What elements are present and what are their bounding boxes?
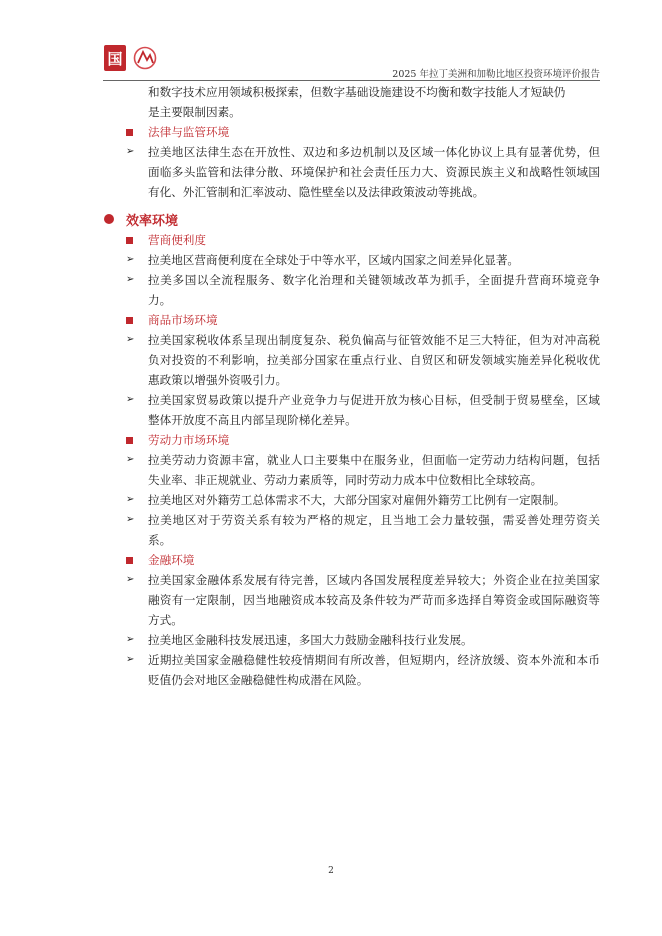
header-logos — [104, 45, 158, 71]
page-number: 2 — [328, 866, 334, 876]
list-item-text: 拉美地区对外籍劳工总体需求不大，大部分国家对雇佣外籍劳工比例有一定限制。 — [148, 493, 566, 507]
list-item — [104, 142, 600, 202]
list-item — [104, 330, 600, 390]
list-item-text: 拉美地区金融科技发展迅速，多国大力鼓励金融科技行业发展。 — [148, 633, 473, 647]
list-item-text: 拉美国家金融体系发展有待完善，区域内各国发展程度差异较大；外资企业在拉美国家融资有一定限制，因当地融资成本较高及条件较为严苛而多选择自筹资金或国际融资等方式。 — [148, 573, 600, 627]
list-item — [104, 630, 600, 650]
subheading-goods-market — [104, 310, 600, 330]
list-item-text: 拉美劳动力资源丰富，就业人口主要集中在服务业，但面临一定劳动力结构问题，包括失业率、非正规就业、劳动力素质等，同时劳动力成本中位数相比全球较高。 — [148, 453, 600, 487]
report-title: 2025 年拉丁美洲和加勒比地区投资环境评价报告 — [392, 69, 600, 80]
list-item-text: 拉美地区对于劳资关系有较为严格的规定，且当地工会力量较强，需妥善处理劳资关系。 — [148, 513, 600, 547]
subheading-label: 劳动力市场环境 — [148, 433, 230, 447]
arrow-bullet-icon: ➢ — [126, 634, 135, 645]
list-item-text: 拉美国家税收体系呈现出制度复杂、税负偏高与征管效能不足三大特征，但为对冲高税负对投资的不利影响，拉美部分国家在重点行业、自贸区和研发领域实施差异化税收优惠政策以增强外资吸引力。 — [148, 333, 600, 387]
arrow-bullet-icon: ➢ — [126, 146, 135, 157]
dot-bullet-icon — [104, 214, 114, 224]
square-bullet-icon — [126, 129, 133, 136]
list-item — [104, 390, 600, 430]
list-item — [104, 490, 600, 510]
list-item-text: 拉美多国以全流程服务、数字化治理和关键领域改革为抓手，全面提升营商环境竞争力。 — [148, 273, 600, 307]
subheading-law — [104, 122, 600, 142]
heading-label: 效率环境 — [126, 213, 179, 229]
subheading-label: 商品市场环境 — [148, 313, 218, 327]
arrow-bullet-icon: ➢ — [126, 514, 135, 525]
arrow-bullet-icon: ➢ — [126, 254, 135, 265]
list-item — [104, 270, 600, 310]
list-item — [104, 570, 600, 630]
subheading-finance — [104, 550, 600, 570]
list-item-text: 拉美国家贸易政策以提升产业竞争力与促进开放为核心目标，但受制于贸易壁垒，区域整体开放度不高且内部呈现阶梯化差异。 — [148, 393, 600, 427]
square-bullet-icon — [126, 317, 133, 324]
arrow-bullet-icon: ➢ — [126, 454, 135, 465]
subheading-labor-market — [104, 430, 600, 450]
list-item-text: 近期拉美国家金融稳健性较疫情期间有所改善，但短期内，经济放缓、资本外流和本币贬值仍会对地区金融稳健性构成潜在风险。 — [148, 653, 600, 687]
arrow-bullet-icon: ➢ — [126, 394, 135, 405]
subheading-label: 金融环境 — [148, 553, 195, 567]
square-bullet-icon — [126, 437, 133, 444]
continuation-line: 和数字技术应用领域积极探索，但数字基础设施建设不均衡和数字技能人才短缺仍 — [148, 85, 566, 99]
list-item — [104, 450, 600, 490]
subheading-label: 营商便利度 — [148, 233, 206, 247]
list-item-text: 拉美地区营商便利度在全球处于中等水平，区域内国家之间差异化显著。 — [148, 253, 520, 267]
institution-logo: 国 — [104, 45, 126, 71]
square-bullet-icon — [126, 557, 133, 564]
header-divider — [103, 80, 600, 81]
continuation-line: 是主要限制因素。 — [148, 105, 241, 119]
arrow-bullet-icon: ➢ — [126, 334, 135, 345]
heading-efficiency — [104, 208, 600, 230]
page-content — [104, 82, 600, 690]
list-item — [104, 650, 600, 690]
partner-logo-icon — [132, 46, 158, 70]
list-item — [104, 510, 600, 550]
subheading-business — [104, 230, 600, 250]
arrow-bullet-icon: ➢ — [126, 574, 135, 585]
arrow-bullet-icon: ➢ — [126, 654, 135, 665]
square-bullet-icon — [126, 237, 133, 244]
arrow-bullet-icon: ➢ — [126, 494, 135, 505]
subheading-label: 法律与监管环境 — [148, 125, 230, 139]
list-item — [104, 250, 600, 270]
arrow-bullet-icon: ➢ — [126, 274, 135, 285]
list-item-text: 拉美地区法律生态在开放性、双边和多边机制以及区域一体化协议上具有显著优势，但面临多头监管和法律分散、环境保护和社会责任压力大、资源民族主义和战略性领域国有化、外汇管制和汇率波动、隐性壁垒以及法律政策波动等挑战。 — [148, 145, 600, 199]
